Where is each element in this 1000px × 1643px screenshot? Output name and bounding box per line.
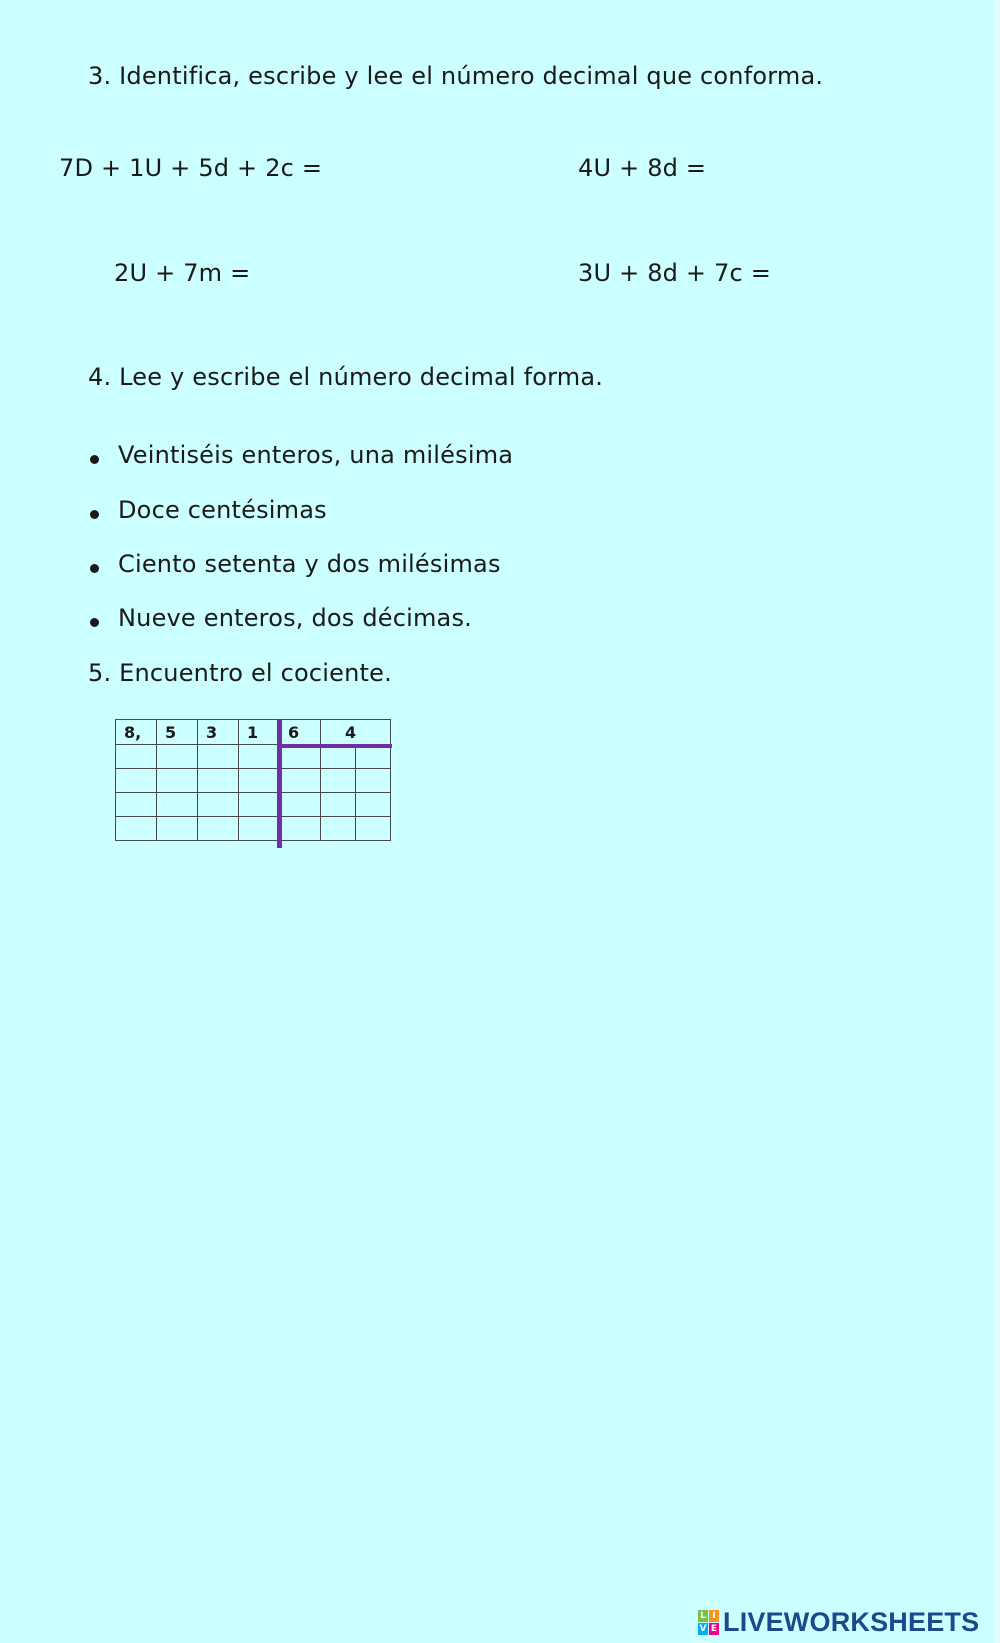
section5-title: 5. Encuentro el cociente. [88, 659, 392, 687]
bullet-icon [90, 618, 99, 627]
list-item: Veintiséis enteros, una milésima [118, 441, 514, 469]
list-item: Ciento setenta y dos milésimas [118, 550, 501, 578]
answer-cell[interactable] [280, 793, 321, 817]
logo-mark-icon: L I V E [699, 1610, 718, 1634]
answer-cell[interactable] [239, 745, 280, 769]
bullet-icon [90, 564, 99, 573]
answer-cell[interactable] [321, 769, 356, 793]
answer-cell[interactable] [239, 793, 280, 817]
list-item: Doce centésimas [118, 496, 327, 524]
answer-cell[interactable] [157, 817, 198, 841]
answer-cell[interactable] [280, 769, 321, 793]
list-item: Nueve enteros, dos décimas. [118, 604, 472, 632]
division-horizontal-bar [277, 744, 392, 748]
answer-cell[interactable] [321, 793, 356, 817]
division-grid [115, 719, 391, 841]
division-vertical-bar [277, 719, 282, 848]
section4-title: 4. Lee y escribe el número decimal forma. [88, 363, 604, 391]
answer-cell[interactable] [198, 793, 239, 817]
answer-cell[interactable] [198, 745, 239, 769]
section3-title: 3. Identifica, escribe y lee el número decimal que conforma. [88, 62, 824, 90]
exercise-3: 2U + 7m = [114, 259, 251, 287]
answer-cell[interactable] [356, 793, 391, 817]
answer-cell[interactable] [157, 745, 198, 769]
dividend-digit: 8, [116, 720, 157, 745]
answer-cell[interactable] [239, 769, 280, 793]
answer-cell[interactable] [356, 745, 391, 769]
answer-cell[interactable] [198, 817, 239, 841]
page-edge [995, 0, 1000, 1643]
answer-cell[interactable] [321, 745, 356, 769]
answer-cell[interactable] [157, 793, 198, 817]
answer-cell[interactable] [157, 769, 198, 793]
answer-cell[interactable] [116, 769, 157, 793]
answer-cell[interactable] [321, 817, 356, 841]
liveworksheets-logo [698, 1607, 979, 1637]
logo-text: LIVEWORKSHEETS [723, 1606, 980, 1637]
answer-cell[interactable] [356, 817, 391, 841]
answer-cell[interactable] [116, 793, 157, 817]
answer-cell[interactable] [198, 769, 239, 793]
exercise-1: 7D + 1U + 5d + 2c = [59, 154, 323, 182]
exercise-2: 4U + 8d = [578, 154, 707, 182]
answer-cell[interactable] [116, 817, 157, 841]
dividend-digit: 3 [198, 720, 239, 745]
divisor-digit: 4 [321, 720, 391, 745]
dividend-digit: 1 [239, 720, 280, 745]
answer-cell[interactable] [356, 769, 391, 793]
dividend-digit: 5 [157, 720, 198, 745]
answer-cell[interactable] [239, 817, 280, 841]
bullet-icon [90, 455, 99, 464]
answer-cell[interactable] [280, 817, 321, 841]
answer-cell[interactable] [280, 745, 321, 769]
divisor-digit: 6 [280, 720, 321, 745]
bullet-icon [90, 510, 99, 519]
exercise-4: 3U + 8d + 7c = [578, 259, 772, 287]
answer-cell[interactable] [116, 745, 157, 769]
